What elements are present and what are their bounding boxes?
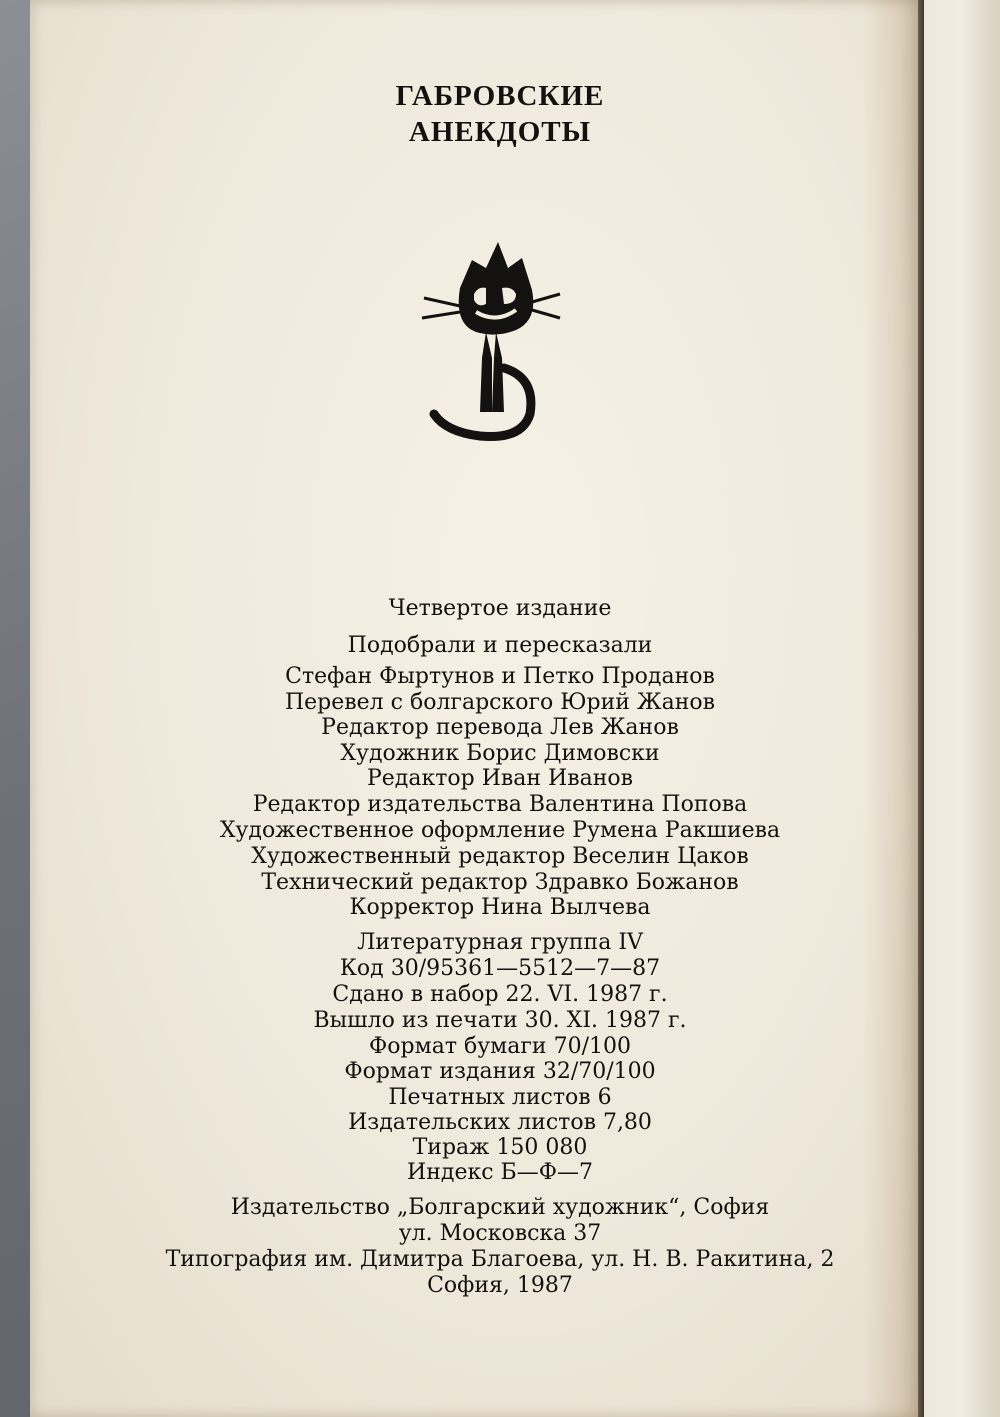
credit-line: Перевел с болгарского Юрий Жанов [284, 690, 716, 715]
credit-line: Редактор издательства Валентина Попова [252, 792, 748, 817]
credit-line: Подобрали и пересказали [347, 633, 653, 658]
credit-line: Технический редактор Здравко Божанов [261, 870, 739, 895]
printer-line: Типография им. Димитра Благоева, ул. Н. В. Ракитина, 2 [165, 1247, 835, 1272]
credit-line: Корректор Нина Вылчева [349, 895, 651, 920]
book-title-line-2: АНЕКДОТЫ [408, 116, 592, 148]
book-title-line-1: ГАБРОВСКИЕ [395, 80, 605, 112]
credit-line: Стефан Фыртунов и Петко Проданов [285, 664, 715, 689]
imprint-line: Код 30/95361—5512—7—87 [339, 956, 661, 981]
imprint-line: Индекс Б—Ф—7 [407, 1160, 593, 1185]
cat-drawing-icon [412, 228, 562, 448]
imprint-line: Печатных листов 6 [388, 1085, 612, 1110]
publisher-line: Издательство „Болгарский художник“, София [230, 1195, 770, 1220]
place-year-line: София, 1987 [427, 1273, 573, 1298]
credit-line: Редактор Иван Иванов [366, 766, 634, 791]
imprint-line: Литературная группа IV [357, 930, 643, 955]
credit-line: Художник Борис Димовски [340, 741, 660, 766]
credit-line: Редактор перевода Лев Жанов [321, 715, 679, 740]
imprint-line: Тираж 150 080 [412, 1135, 588, 1160]
imprint-line: Сдано в набор 22. VI. 1987 г. [332, 982, 668, 1007]
imprint-line: Формат издания 32/70/100 [344, 1059, 656, 1084]
imprint-line: Вышло из печати 30. XI. 1987 г. [313, 1008, 687, 1033]
publisher-address-line: ул. Московска 37 [398, 1221, 602, 1246]
credit-line: Художественное оформление Румена Ракшиева [219, 818, 781, 843]
credit-line: Художественный редактор Веселин Цаков [251, 844, 749, 869]
imprint-line: Издательских листов 7,80 [348, 1110, 652, 1135]
edition-line: Четвертое издание [388, 596, 612, 621]
imprint-line: Формат бумаги 70/100 [369, 1034, 631, 1059]
